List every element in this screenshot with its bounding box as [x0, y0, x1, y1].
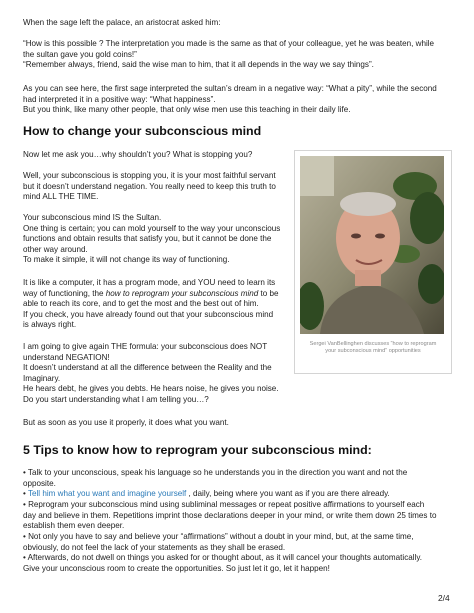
- emphasis-reprogram: how to reprogram your subconscious mind: [105, 288, 259, 298]
- author-photo: [300, 156, 444, 334]
- tip-bullet-affirmations: • Not only you have to say and believe your “affirmations” without a doubt in your mind, but, at the same time, obviously, do not feel the lack of your statements as they shall be erased.: [23, 532, 414, 552]
- intro-explanation-paragraph: As you can see here, the first sage interpreted the sultan’s dream in a negative way: “What a pity”, while the second had interpreted it in a positive way: “What happiness”. But you think, like many other people, that only wise men use this teaching in their daily life.: [23, 84, 437, 115]
- section-heading-5-tips: 5 Tips to know how to reprogram your subconscious mind:: [23, 443, 372, 457]
- tell-him-link[interactable]: Tell him what you want and imagine yourself: [27, 489, 187, 498]
- section1-paragraph-computer: It is like a computer, it has a program mode, and YOU need to learn its way of functioning, the how to reprogram your subconscious mind to be able to reach its core, and to get the most and the best out of him. If you check, you have already found out that your subconscious mind is always right.: [23, 278, 279, 330]
- tip-bullet-afterwards: • Afterwards, do not dwell on things you asked for or thought about, as it will cancel your thoughts automatically. Give your unconscious room to create the opportunities. So just let it go, let it happen!: [23, 553, 423, 573]
- section1-paragraph-servant: Well, your subconscious is stopping you, it is your most faithful servant but it doesn’t understand negation. You really need to keep this truth to mind ALL THE TIME.: [23, 171, 276, 202]
- section1-question: Now let me ask you…why shouldn’t you? What is stopping you?: [23, 150, 253, 159]
- section1-paragraph-formula: I am going to give again THE formula: your subconscious does NOT understand NEGATION! It doesn’t understand at all the difference between the Reality and the Imaginary. He hears debt, he gives you debts. He hears noise, he gives you noise. Do you start understanding what I am telling you…?: [23, 342, 279, 404]
- author-photo-figure: [294, 150, 452, 374]
- tip-bullet-talk: • Talk to your unconscious, speak his language so he understands you in the direction you want and not the opposite.: [23, 468, 408, 488]
- section1-closing-line: But as soon as you use it properly, it does what you want.: [23, 418, 229, 427]
- intro-line: When the sage left the palace, an aristocrat asked him:: [23, 18, 221, 27]
- section-heading-change-subconscious: How to change your subconscious mind: [23, 124, 262, 138]
- intro-quote-paragraph: “How is this possible ? The interpretation you made is the same as that of your colleague, yet he was beaten, while the sultan gave you gold coins!” “Remember always, friend, said the wise man to him, that it all depends in the way we say things”.: [23, 39, 435, 70]
- page-number: 2/4: [438, 593, 450, 603]
- tip-bullet-reprogram: • Reprogram your subconscious mind using subliminal messages or repeat positive affirmations to yourself each day and believe in them. Repetitions imprint those declarations deeper in your mind, or write them down 25 times to establish them even deeper.: [23, 500, 437, 531]
- tip-bullet-tell: • Tell him what you want and imagine yourself , daily, being where you want as if you are there already.: [23, 489, 390, 498]
- section1-paragraph-sultan: Your subconscious mind IS the Sultan. One thing is certain; you can mold yourself to the way your unconscious functions and obtain results that satisfy you, but it cannot be done the other way around. To make it simple, it will not change its way of functioning.: [23, 213, 281, 265]
- photo-caption: Sergei VanBellinghen discusses “how to reprogram your subconscious mind” opportunities: [309, 341, 437, 354]
